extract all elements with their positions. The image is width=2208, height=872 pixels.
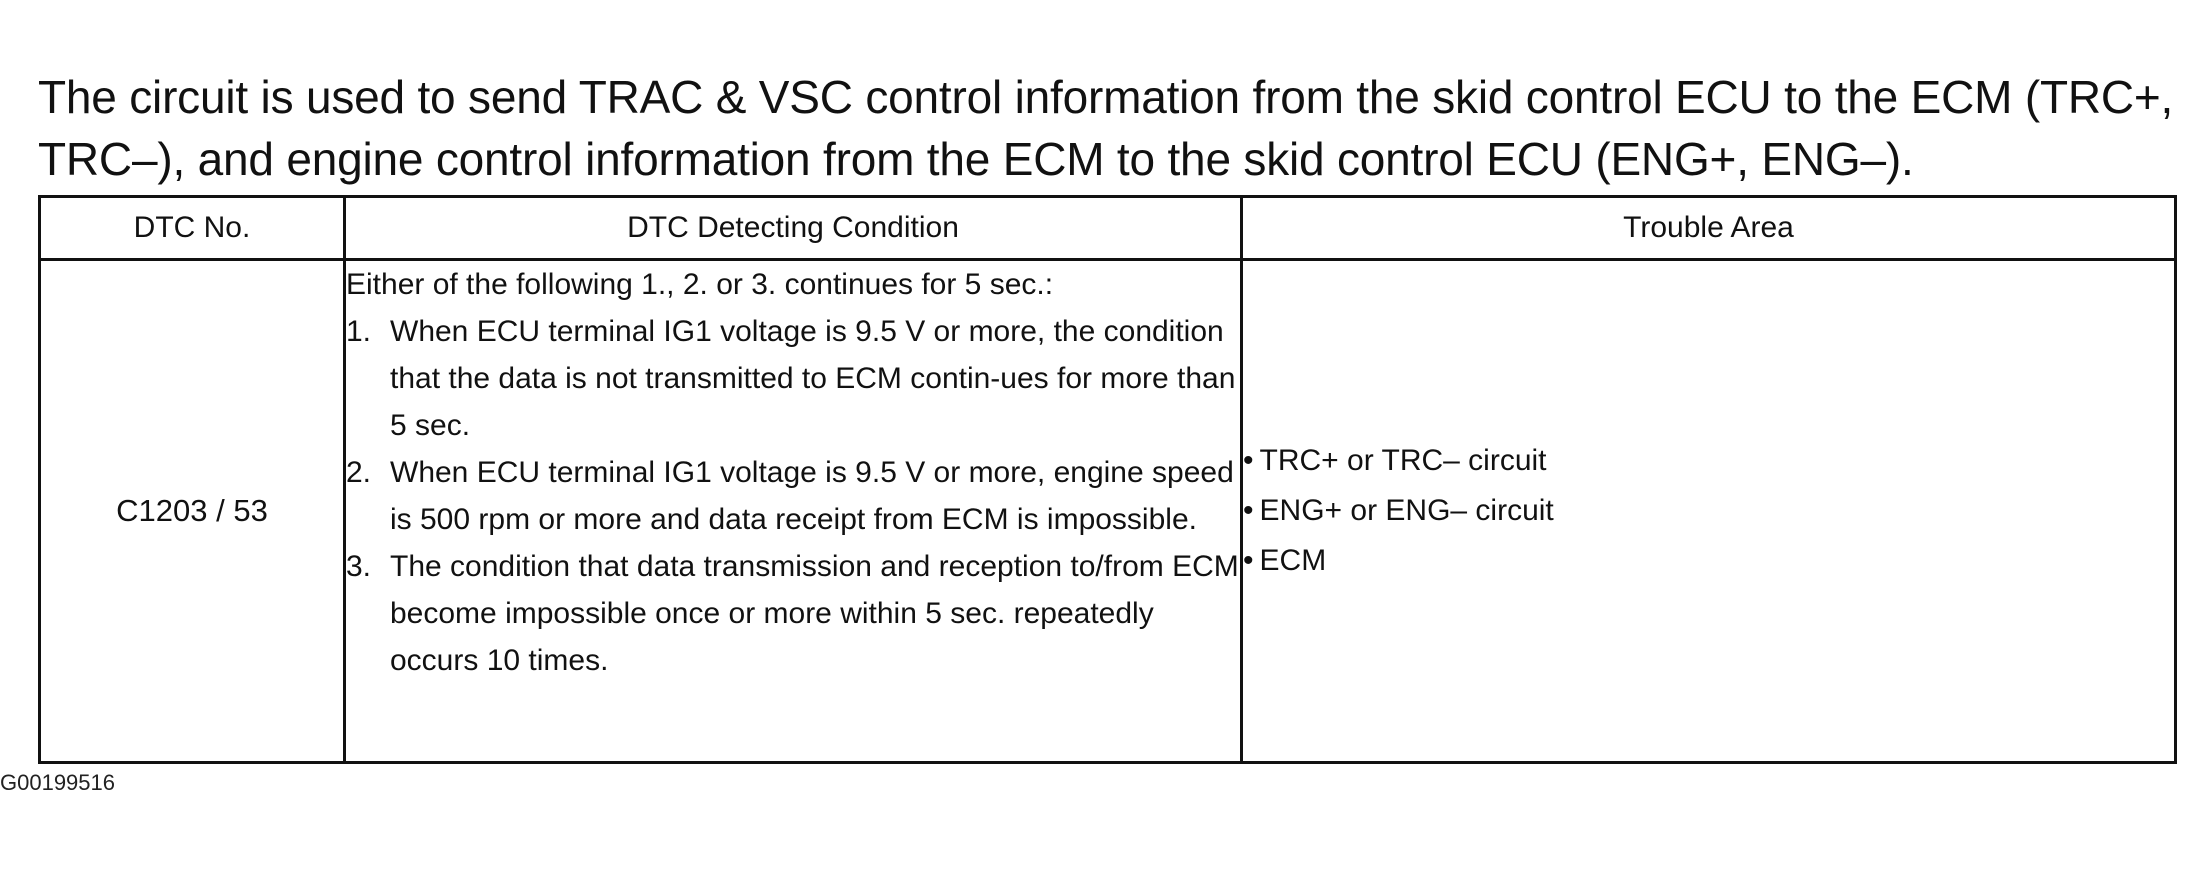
figure-code: G00199516 — [0, 770, 115, 795]
condition-text: When ECU terminal IG1 voltage is 9.5 V or more, the condition that the data is not transmitted to ECM contin-ues for more than 5 sec. — [390, 315, 1236, 442]
trouble-area-list — [1243, 436, 2174, 586]
intro-line-1: The circuit is used to send TRAC & VSC control information from the skid control ECU to the ECM (TRC+, — [38, 71, 2174, 123]
condition-text: When ECU terminal IG1 voltage is 9.5 V or more, engine speed is 500 rpm or more and data receipt from ECM is impossible. — [390, 456, 1234, 536]
header-trouble-area: Trouble Area — [1242, 197, 2176, 260]
condition-number: 2. — [346, 456, 372, 489]
dtc-code-cell: C1203 / 53 — [40, 260, 345, 763]
intro-paragraph — [38, 66, 2188, 190]
condition-lead-text: Either of the following 1., 2. or 3. continues for 5 sec.: — [346, 268, 1054, 301]
list-item: • ECM — [1243, 536, 2174, 586]
list-item: • ENG+ or ENG– circuit — [1243, 486, 2174, 536]
detecting-condition-cell — [345, 260, 1242, 763]
condition-text: The condition that data transmission and reception to/from ECM become impossible once or more within 5 sec. repeatedly occurs 10 times. — [390, 550, 1239, 677]
list-item: • TRC+ or TRC– circuit — [1243, 436, 2174, 486]
trouble-area-cell — [1242, 260, 2176, 763]
dtc-table — [38, 195, 2177, 764]
condition-item — [346, 308, 1240, 449]
condition-list — [346, 308, 1240, 684]
condition-number: 3. — [346, 550, 372, 583]
table-row — [40, 260, 2176, 763]
condition-number: 1. — [346, 315, 372, 348]
condition-item — [346, 543, 1240, 684]
header-detecting-condition: DTC Detecting Condition — [345, 197, 1242, 260]
intro-line-2: TRC–), and engine control information from the ECM to the skid control ECU (ENG+, ENG–). — [38, 133, 1914, 185]
condition-item — [346, 449, 1240, 543]
table-header-row — [40, 197, 2176, 260]
header-dtc-no: DTC No. — [40, 197, 345, 260]
